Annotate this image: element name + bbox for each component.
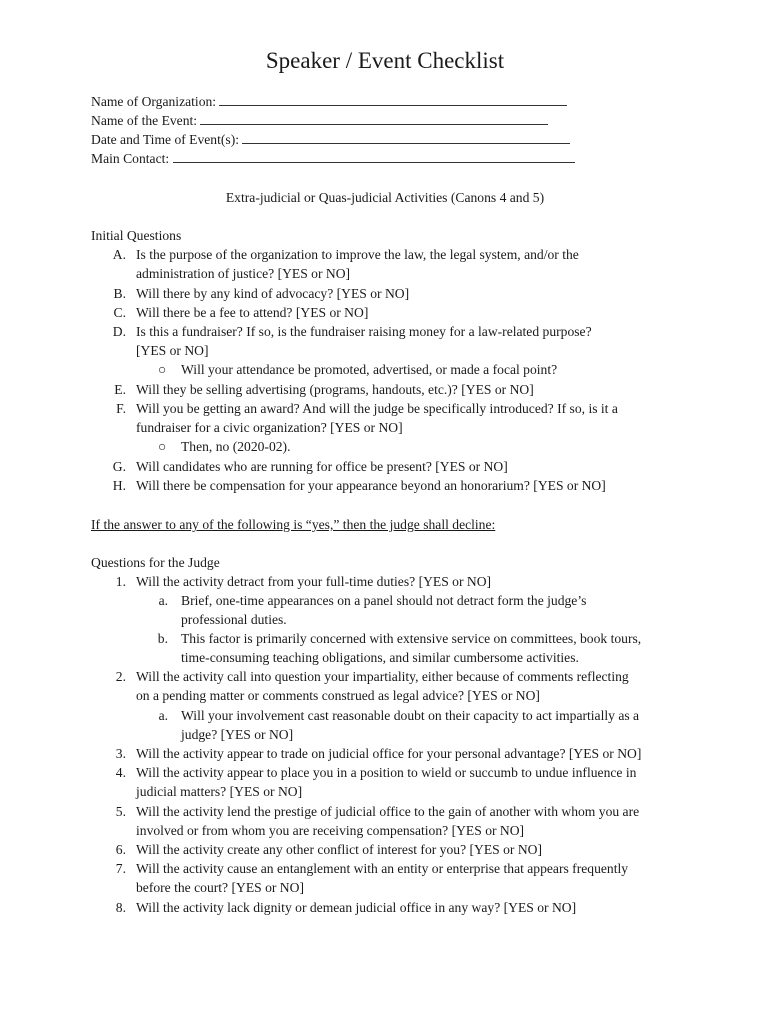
item-text: Will the activity detract from your full-time duties? [YES or NO] [136, 574, 492, 589]
sub-item-text: judge? [YES or NO] [181, 727, 294, 742]
field-blank-line [200, 111, 548, 125]
list-marker: 5. [115, 804, 126, 819]
field-main-contact [91, 149, 575, 168]
list-marker: H. [112, 478, 126, 493]
list-marker: C. [113, 305, 126, 320]
item-text: before the court? [YES or NO] [136, 880, 304, 895]
list-marker: 2. [115, 669, 126, 684]
list-marker: 8. [115, 900, 126, 915]
section-subtitle: Extra-judicial or Quas-judicial Activities (Canons 4 and 5) [225, 190, 545, 205]
list-marker: 1. [115, 574, 126, 589]
decline-note: If the answer to any of the following is “yes,” then the judge shall decline: [91, 517, 496, 532]
item-text: Is this a fundraiser? If so, is the fundraiser raising money for a law-related purpose? [136, 324, 592, 339]
field-label: Date and Time of Event(s): [91, 132, 239, 147]
item-text: Will you be getting an award? And will the judge be specifically introduced? If so, is it a [136, 401, 618, 416]
list-marker: B. [113, 286, 126, 301]
sub-item-text: time-consuming teaching obligations, and similar cumbersome activities. [181, 650, 579, 665]
item-text: Will there be a fee to attend? [YES or NO] [136, 305, 369, 320]
field-label: Main Contact: [91, 151, 170, 166]
sub-list-marker: a. [158, 708, 168, 723]
sub-item-text: Will your involvement cast reasonable doubt on their capacity to act impartially as a [181, 708, 640, 723]
item-text: [YES or NO] [136, 343, 209, 358]
item-text: judicial matters? [YES or NO] [136, 784, 303, 799]
item-text: Will the activity appear to place you in a position to wield or succumb to undue influence in [136, 765, 637, 780]
list-marker: 3. [115, 746, 126, 761]
item-text: Will candidates who are running for office be present? [YES or NO] [136, 459, 508, 474]
item-text: on a pending matter or comments construed as legal advice? [YES or NO] [136, 688, 540, 703]
sub-item-text: professional duties. [181, 612, 287, 627]
list-marker: 6. [115, 842, 126, 857]
field-organization [91, 92, 567, 111]
item-text: Will the activity lack dignity or demean judicial office in any way? [YES or NO] [136, 900, 577, 915]
circle-bullet-icon: ○ [158, 362, 167, 377]
item-text: Will there by any kind of advocacy? [YES or NO] [136, 286, 410, 301]
item-text: involved or from whom you are receiving compensation? [YES or NO] [136, 823, 525, 838]
field-label: Name of the Event: [91, 113, 198, 128]
sub-item-text: Then, no (2020-02). [181, 439, 291, 454]
item-text: Will the activity cause an entanglement with an entity or enterprise that appears frequently [136, 861, 629, 876]
item-text: Will there be compensation for your appearance beyond an honorarium? [YES or NO] [136, 478, 606, 493]
field-blank-line [242, 130, 570, 144]
list-marker: 7. [115, 861, 126, 876]
field-event-name [91, 111, 548, 130]
sub-list-marker: b. [157, 631, 168, 646]
sub-list-marker: a. [158, 593, 168, 608]
judge-questions-heading: Questions for the Judge [91, 555, 220, 570]
field-blank-line [219, 92, 567, 106]
item-text: Will the activity appear to trade on judicial office for your personal advantage? [YES or NO] [136, 746, 642, 761]
item-text: administration of justice? [YES or NO] [136, 266, 351, 281]
list-marker: F. [116, 401, 126, 416]
list-marker: G. [112, 459, 126, 474]
item-text: fundraiser for a civic organization? [YES or NO] [136, 420, 403, 435]
sub-item-text: This factor is primarily concerned with extensive service on committees, book tours, [181, 631, 642, 646]
item-text: Is the purpose of the organization to improve the law, the legal system, and/or the [136, 247, 579, 262]
circle-bullet-icon: ○ [158, 439, 167, 454]
field-date-time [91, 130, 570, 149]
list-marker: E. [114, 382, 126, 397]
field-blank-line [173, 149, 575, 163]
initial-questions-heading: Initial Questions [91, 228, 182, 243]
item-text: Will the activity lend the prestige of judicial office to the gain of another with whom you are [136, 804, 640, 819]
field-label: Name of Organization: [91, 94, 217, 109]
sub-item-text: Brief, one-time appearances on a panel should not detract form the judge’s [181, 593, 587, 608]
sub-item-text: Will your attendance be promoted, advertised, or made a focal point? [181, 362, 558, 377]
list-marker: A. [112, 247, 126, 262]
list-marker: D. [112, 324, 126, 339]
list-marker: 4. [115, 765, 126, 780]
item-text: Will they be selling advertising (programs, handouts, etc.)? [YES or NO] [136, 382, 534, 397]
page-title: Speaker / Event Checklist [265, 48, 505, 73]
item-text: Will the activity create any other conflict of interest for you? [YES or NO] [136, 842, 542, 857]
item-text: Will the activity call into question your impartiality, either because of comments reflecting [136, 669, 629, 684]
